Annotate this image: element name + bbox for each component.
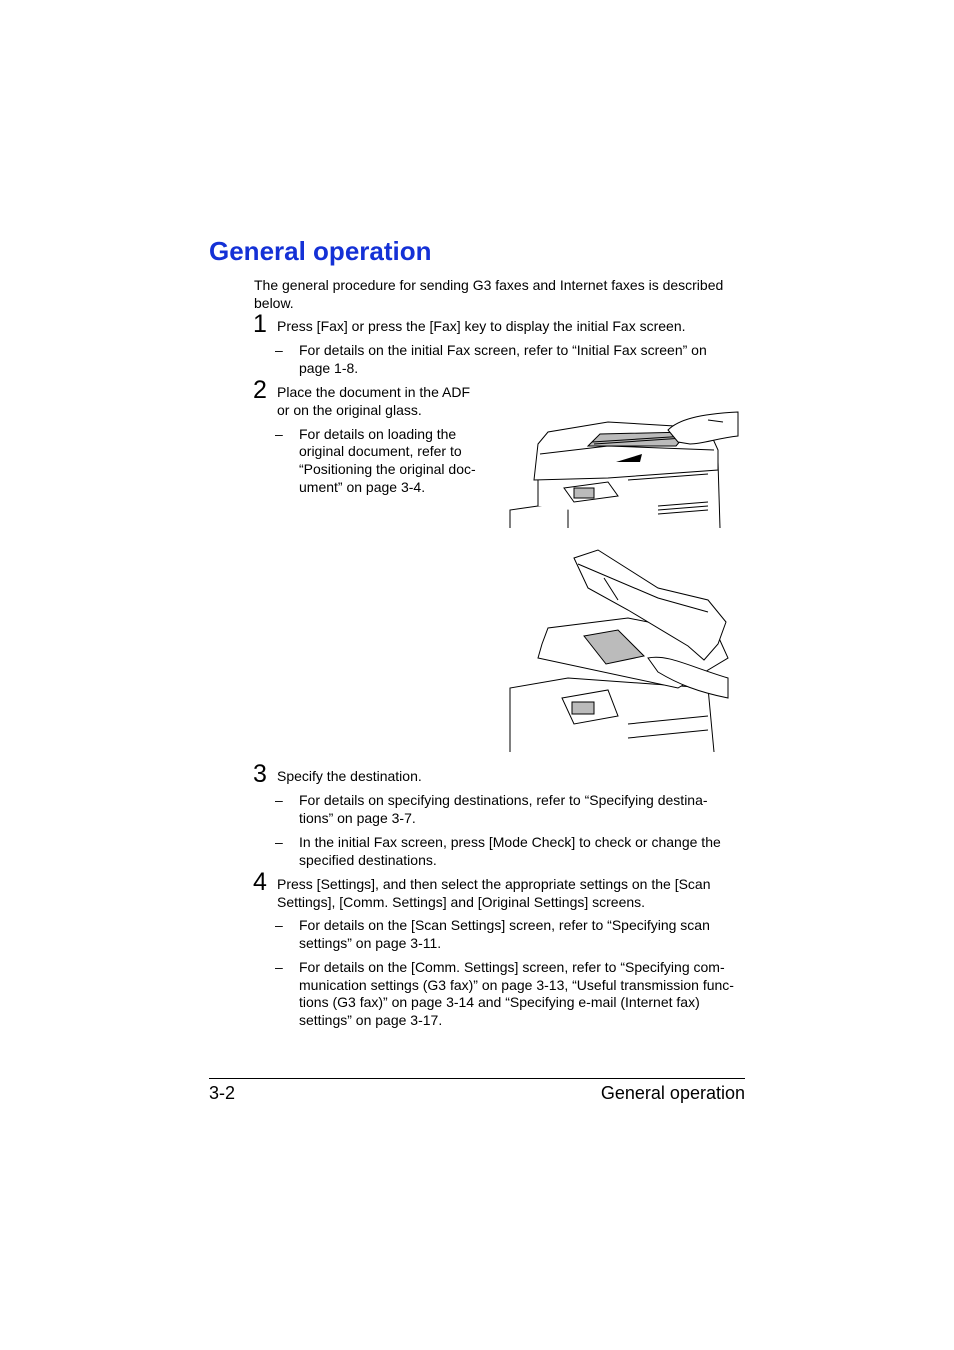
step-1-detail: For details on the initial Fax screen, refer to “Initial Fax screen” on page 1-8.: [299, 342, 707, 376]
step-4-detail-2-line3: tions (G3 fax)” on page 3-14 and “Specifying e-mail (Internet fax): [299, 994, 700, 1010]
footer-section-title: General operation: [600, 1083, 745, 1103]
step-3-detail-1-line2: tions” on page 3-7.: [299, 810, 416, 826]
page-title: General operation: [209, 236, 432, 266]
original-glass-illustration: [508, 548, 732, 754]
bullet-dash: –: [275, 959, 283, 975]
step-2-detail-line2: original document, refer to: [299, 443, 462, 459]
step-4-detail-2-line4: settings” on page 3-17.: [299, 1012, 443, 1028]
step-4-detail-2-line2: munication settings (G3 fax)” on page 3-13, “Useful transmission func-: [299, 977, 734, 993]
bullet-dash: –: [275, 834, 283, 850]
step-3-detail-2-line2: specified destinations.: [299, 852, 437, 868]
page-number: 3-2: [209, 1083, 236, 1103]
step-number-2: 2: [253, 376, 267, 404]
step-text-1: Press [Fax] or press the [Fax] key to display the initial Fax screen.: [277, 318, 686, 334]
bullet-dash: –: [275, 426, 283, 442]
step-text-2-line2: or on the original glass.: [277, 402, 422, 418]
bullet-dash: –: [275, 342, 283, 358]
step-2-detail-line1: For details on loading the: [299, 426, 457, 442]
adf-loading-illustration: [508, 410, 740, 530]
step-text-3: Specify the destination.: [277, 768, 422, 784]
step-text-4-line1: Press [Settings], and then select the appropriate settings on the [Scan: [277, 876, 711, 892]
step-text-4-line2: Settings], [Comm. Settings] and [Original Settings] screens.: [277, 894, 646, 910]
step-4-detail-2-line1: For details on the [Comm. Settings] screen, refer to “Specifying com-: [299, 959, 725, 975]
bullet-dash: –: [275, 792, 283, 808]
step-number-3: 3: [253, 760, 267, 788]
step-2-detail-line3: “Positioning the original doc-: [299, 461, 476, 477]
step-4-detail-1-line1: For details on the [Scan Settings] screen, refer to “Specifying scan: [299, 917, 710, 933]
step-4-detail-1-line2: settings” on page 3-11.: [299, 935, 442, 951]
step-text-2-line1: Place the document in the ADF: [277, 384, 470, 400]
step-2-detail-line4: ument” on page 3-4.: [299, 479, 426, 495]
step-3-detail-1-line1: For details on specifying destinations, refer to “Specifying destina-: [299, 792, 708, 808]
footer-divider: [209, 1078, 745, 1079]
step-number-4: 4: [253, 868, 267, 896]
intro-paragraph: The general procedure for sending G3 faxes and Internet faxes is described below.: [254, 277, 724, 311]
bullet-dash: –: [275, 917, 283, 933]
step-number-1: 1: [253, 310, 267, 338]
step-3-detail-2-line1: In the initial Fax screen, press [Mode Check] to check or change the: [299, 834, 721, 850]
